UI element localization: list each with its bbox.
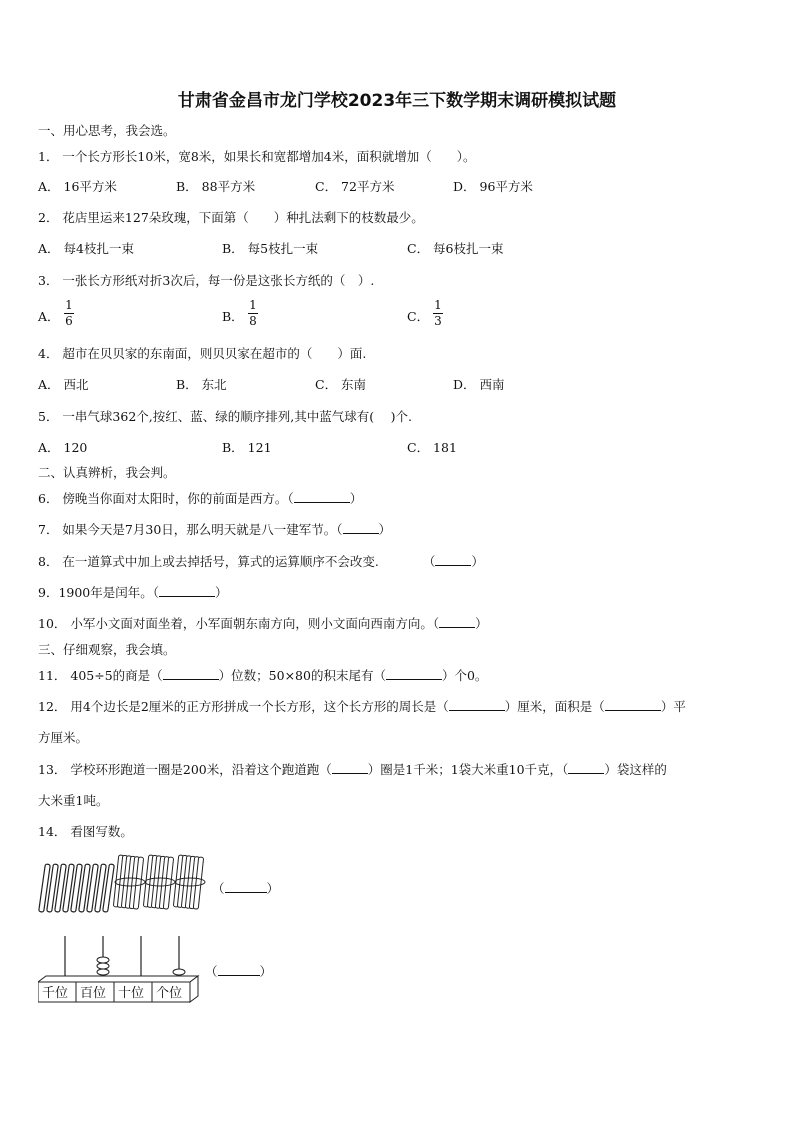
q1-option-d[interactable]: D． 96平方米 — [453, 179, 533, 194]
q5-option-b[interactable]: B． 121 — [222, 440, 272, 455]
question-8: 8． 在一道算式中加上或去掉括号，算式的运算顺序不会改变. （ ） — [38, 554, 484, 569]
q1-option-b[interactable]: B． 88平方米 — [176, 179, 256, 194]
q14-sticks-answer-blank[interactable] — [225, 881, 267, 893]
q13-answer-blank-2[interactable] — [568, 762, 604, 774]
q2-option-b[interactable]: B． 每5枝扎一束 — [222, 241, 319, 256]
question-3: 3． 一张长方形纸对折3次后，每一份是这张长方纸的（ ）. — [38, 273, 375, 288]
q2-option-c[interactable]: C． 每6枝扎一束 — [407, 241, 504, 256]
question-13-continued: 大米重1吨。 — [38, 793, 109, 808]
fraction-one-sixth: 1 6 — [65, 298, 73, 328]
q3-option-a-label: A． — [38, 309, 60, 324]
q14-abacus-answer-blank[interactable] — [218, 964, 260, 976]
question-12: 12． 用4个边长是2厘米的正方形拼成一个长方形，这个长方形的周长是（ ）厘米，面积是（ ）平 — [38, 699, 686, 714]
abacus-rods — [65, 936, 179, 978]
abacus-place-label: 百位 — [80, 986, 107, 1001]
q10-answer-blank[interactable] — [439, 616, 475, 628]
q4-option-a[interactable]: A． 西北 — [38, 377, 89, 392]
abacus-bead — [173, 969, 185, 975]
page-title: 甘肃省金昌市龙门学校2023年三下数学期末调研模拟试题 — [177, 91, 617, 111]
question-4: 4． 超市在贝贝家的东南面，则贝贝家在超市的（ ）面. — [38, 346, 367, 361]
section-heading-1: 一、用心思考，我会选。 — [38, 123, 176, 138]
q3-option-b-label: B． — [222, 309, 244, 324]
abacus-bead — [97, 957, 109, 963]
q11-answer-blank-1[interactable] — [163, 668, 219, 680]
q1-option-c[interactable]: C． 72平方米 — [315, 179, 395, 194]
abacus-place-label: 个位 — [156, 986, 183, 1001]
abacus-place-label: 千位 — [42, 986, 69, 1001]
q5-option-a[interactable]: A． 120 — [38, 440, 88, 455]
q11-answer-blank-2[interactable] — [386, 668, 442, 680]
abacus-place-label: 十位 — [118, 986, 145, 1001]
abacus-illustration — [38, 934, 203, 1004]
stick-bundle — [113, 855, 145, 909]
question-2: 2． 花店里运来127朵玫瑰，下面第（ ）种扎法剩下的枝数最少。 — [38, 210, 424, 225]
stick-bundles — [113, 855, 205, 909]
question-6: 6． 傍晚当你面对太阳时，你的前面是西方。（ ） — [38, 491, 363, 506]
q1-option-a[interactable]: A． 16平方米 — [38, 179, 117, 194]
q4-option-c[interactable]: C． 东南 — [315, 377, 367, 392]
q5-option-c[interactable]: C． 181 — [407, 440, 457, 455]
counting-sticks-illustration — [38, 852, 213, 914]
q6-answer-blank[interactable] — [294, 491, 350, 503]
q4-option-d[interactable]: D． 西南 — [453, 377, 505, 392]
q2-option-a[interactable]: A． 每4枝扎一束 — [38, 241, 134, 256]
section-heading-3: 三、仔细观察，我会填。 — [38, 642, 176, 657]
q8-answer-blank[interactable] — [435, 554, 471, 566]
question-9: 9．1900年是闰年。（ ） — [38, 585, 228, 600]
q3-option-c-label: C． — [407, 309, 430, 324]
fraction-one-eighth: 1 8 — [249, 298, 257, 328]
question-13: 13． 学校环形跑道一圈是200米，沿着这个跑道跑（ ）圈是1千米；1袋大米重10千克，（ ）袋这样的 — [38, 762, 667, 777]
q12-answer-blank-1[interactable] — [449, 699, 505, 711]
question-14: 14． 看图写数。 — [38, 824, 133, 839]
q14-sticks-answer: （ ） — [212, 881, 280, 896]
q7-answer-blank[interactable] — [343, 522, 379, 534]
single-sticks — [39, 864, 115, 912]
question-5: 5． 一串气球362个,按红、蓝、绿的顺序排列,其中蓝气球有( )个. — [38, 409, 412, 424]
question-11: 11． 405÷5的商是（ ）位数；50×80的积末尾有（ ）个0。 — [38, 668, 488, 683]
section-heading-2: 二、认真辨析，我会判。 — [38, 465, 176, 480]
q12-answer-blank-2[interactable] — [605, 699, 661, 711]
abacus-bead — [97, 963, 109, 969]
abacus-bead — [97, 969, 109, 975]
fraction-one-third: 1 3 — [434, 298, 442, 328]
question-1: 1． 一个长方形长10米，宽8米，如果长和宽都增加4米，面积就增加（ ）。 — [38, 149, 476, 164]
stick-bundle — [143, 855, 175, 909]
question-12-continued: 方厘米。 — [38, 730, 89, 745]
q14-abacus-answer: （ ） — [205, 964, 273, 979]
q9-answer-blank[interactable] — [159, 585, 215, 597]
stick-bundle — [173, 855, 205, 909]
q13-answer-blank-1[interactable] — [332, 762, 368, 774]
question-10: 10． 小军小文面对面坐着，小军面朝东南方向，则小文面向西南方向。（ ） — [38, 616, 488, 631]
question-7: 7． 如果今天是7月30日，那么明天就是八一建军节。（ ） — [38, 522, 392, 537]
q4-option-b[interactable]: B． 东北 — [176, 377, 227, 392]
